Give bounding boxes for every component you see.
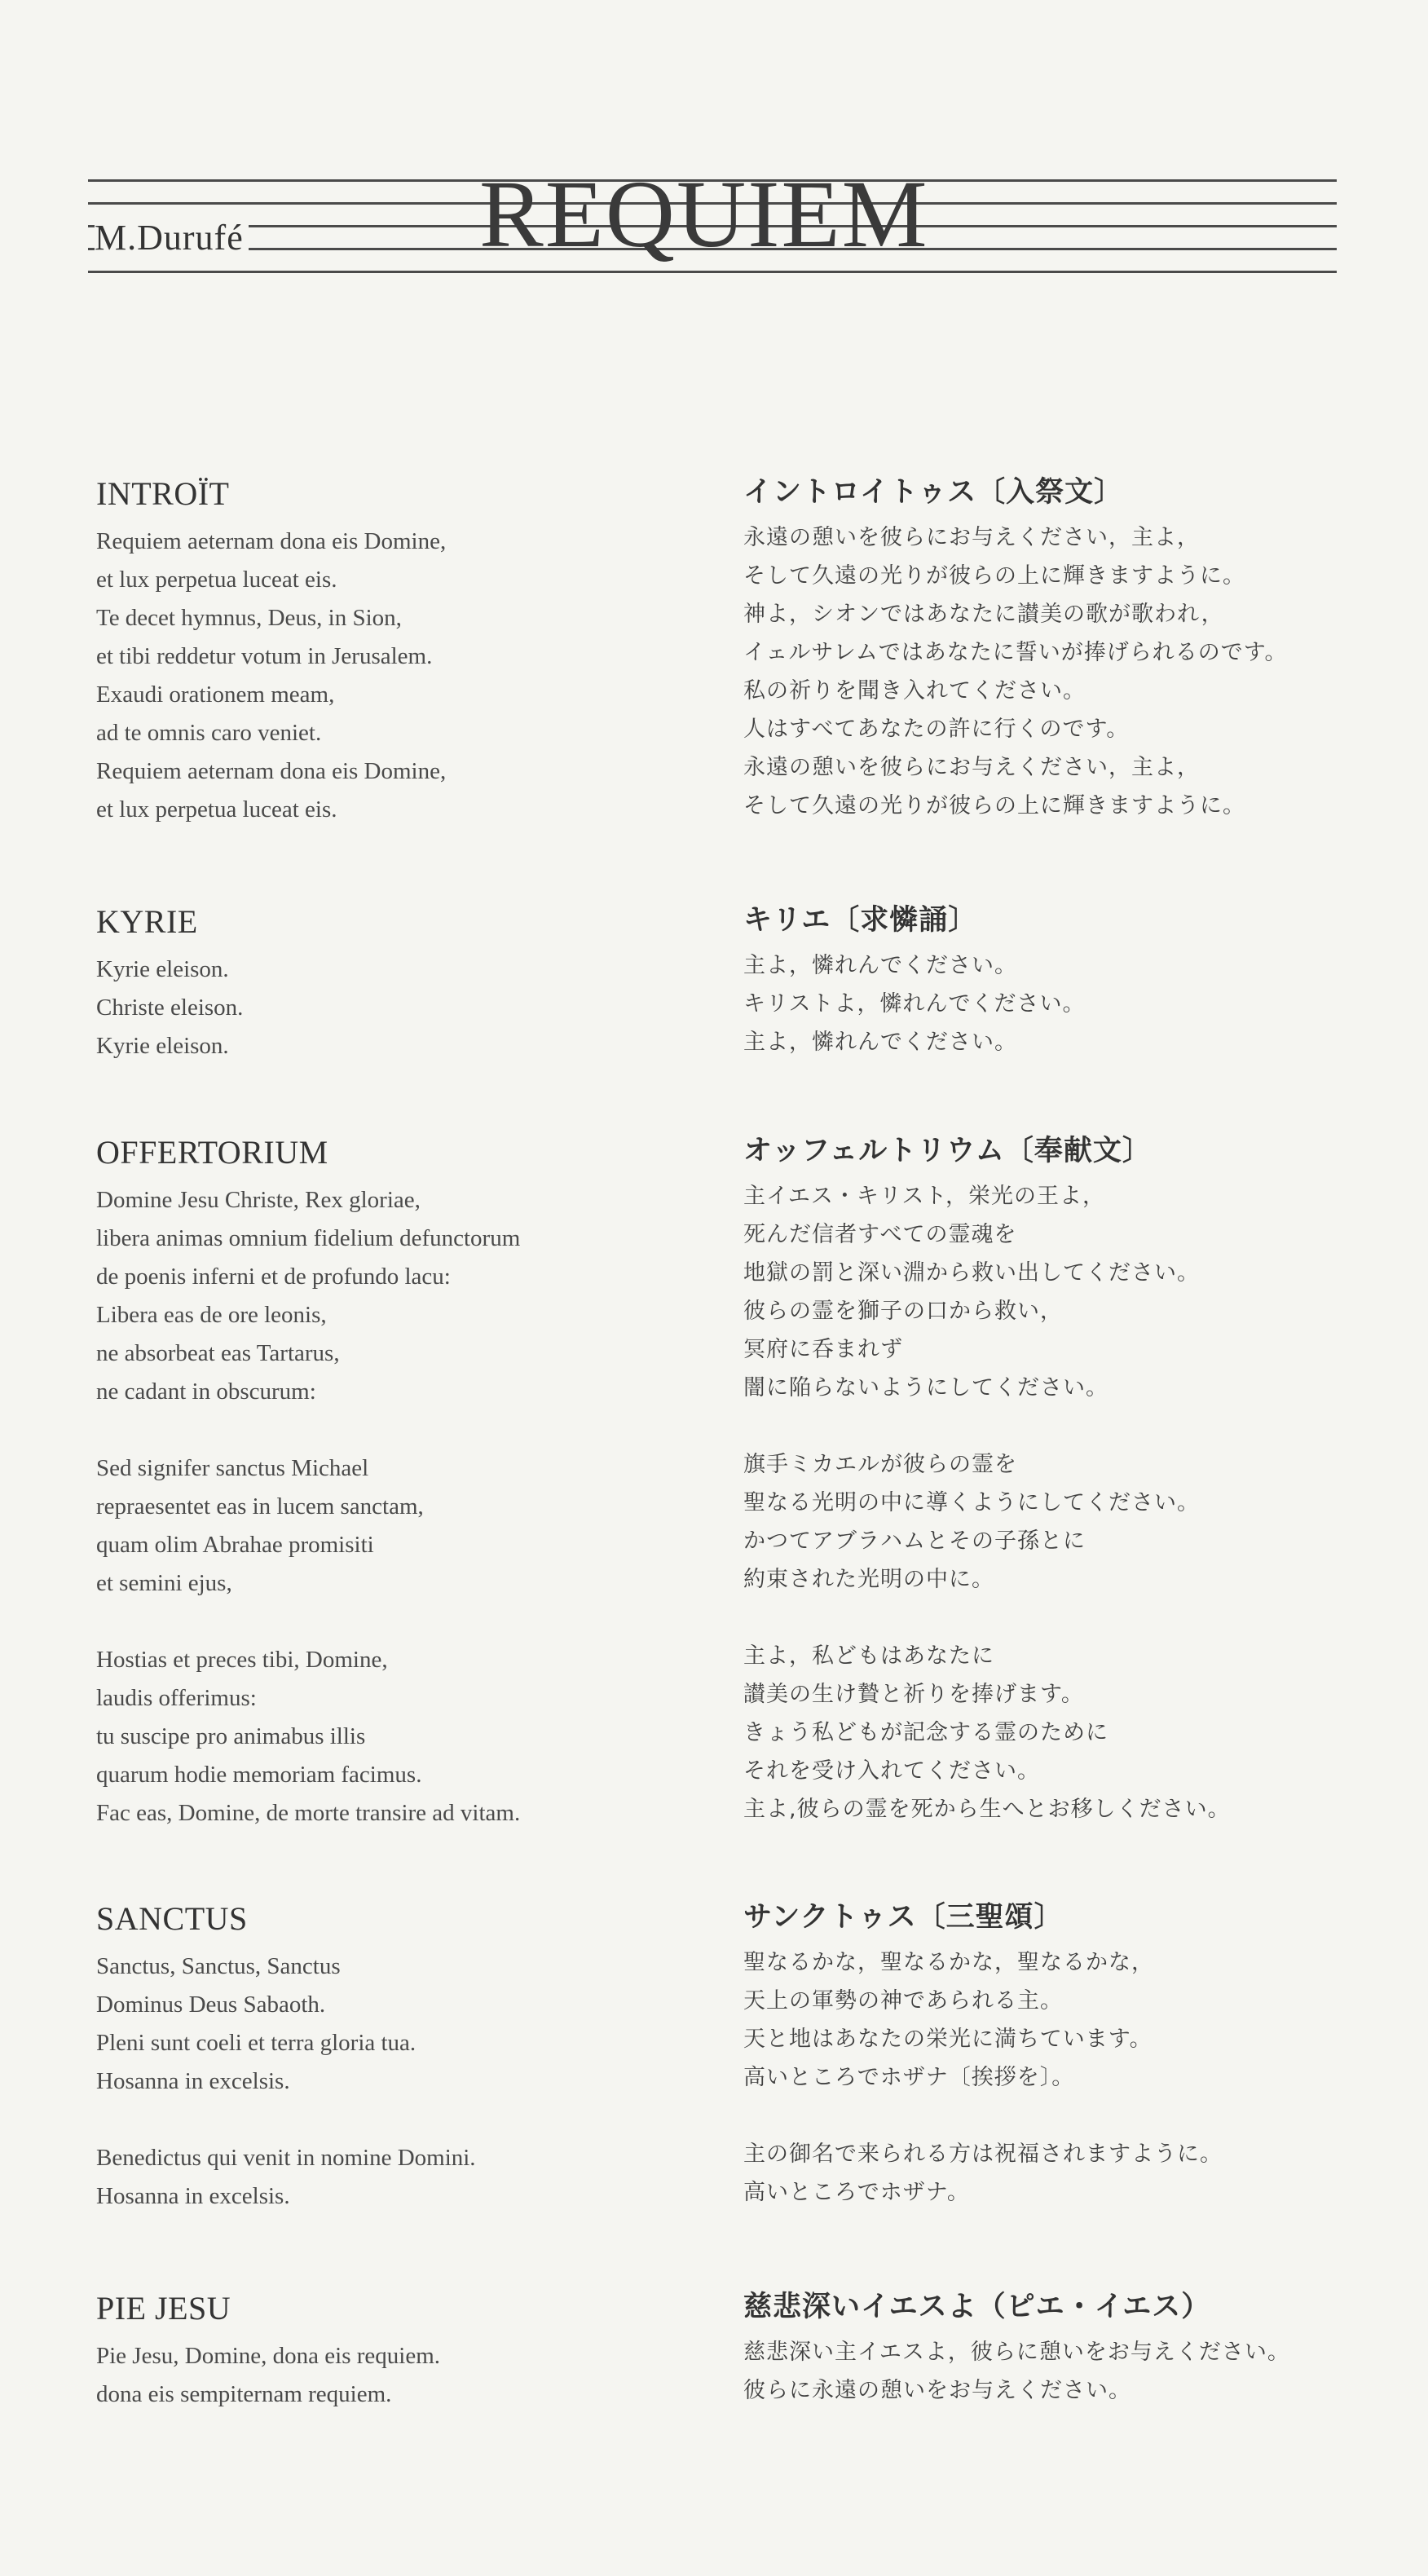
japanese-text-line: かつてアブラハムとその子孫とに	[743, 1528, 1086, 1554]
latin-section	[96, 2289, 650, 2414]
japanese-text-line: 高いところでホザナ。	[743, 2180, 970, 2205]
latin-text-line: Domine Jesu Christe, Rex gloriae,	[96, 1187, 421, 1213]
japanese-text-line: 私の祈りを聞き入れてください。	[743, 678, 1086, 704]
latin-text-line: Pleni sunt coeli et terra gloria tua.	[96, 2030, 416, 2056]
latin-text-line: tu suscipe pro animabus illis	[96, 1723, 366, 1749]
japanese-text-line: そして久遠の光りが彼らの上に輝きますように。	[743, 793, 1245, 818]
latin-section-title: KYRIE	[96, 903, 198, 940]
title-banner	[88, 161, 1337, 279]
latin-section-title: PIE JESU	[96, 2290, 231, 2327]
latin-text-line: Sanctus, Sanctus, Sanctus	[96, 1953, 341, 1979]
latin-text-line: Hostias et preces tibi, Domine,	[96, 1647, 388, 1673]
latin-text-line: de poenis inferni et de profundo lacu:	[96, 1264, 451, 1290]
latin-text-line: Christe eleison.	[96, 995, 244, 1021]
japanese-text-line: 彼らの霊を獅子の口から救い，	[743, 1299, 1063, 1324]
japanese-section	[743, 1895, 1395, 2212]
japanese-text-line: 永遠の憩いを彼らにお与えください，主よ，	[743, 525, 1200, 550]
japanese-text-line: 主イエス・キリスト，栄光の王よ，	[743, 1184, 1105, 1209]
stanza-gap	[743, 1407, 1395, 1445]
japanese-text-line: 旗手ミカエルが彼らの霊を	[743, 1452, 1017, 1477]
latin-text-line: ne absorbeat eas Tartarus,	[96, 1340, 340, 1366]
japanese-text-line: 慈悲深い主イエスよ，彼らに憩いをお与えください。	[743, 2340, 1290, 2365]
stanza-gap	[96, 2101, 650, 2139]
latin-text-line: quam olim Abrahae promisiti	[96, 1532, 374, 1558]
japanese-text-line: 高いところでホザナ〔挨拶を〕。	[743, 2065, 1075, 2090]
latin-section-title: SANCTUS	[96, 1900, 248, 1937]
japanese-section-title: サンクトゥス〔三聖頌〕	[743, 1901, 1064, 1934]
latin-section-title: INTROÏT	[96, 475, 230, 512]
japanese-section-title: キリエ〔求憐誦〕	[743, 904, 978, 937]
composer-name: M.Durufé	[95, 217, 249, 258]
japanese-text-line: 闇に陥らないようにしてください。	[743, 1375, 1108, 1400]
japanese-text-line: きょう私どもが記念する霊のために	[743, 1720, 1108, 1745]
japanese-text-line: 主よ，憐れんでください。	[743, 1030, 1017, 1055]
latin-text-line: Kyrie eleison.	[96, 1033, 229, 1059]
stanza-gap	[743, 2097, 1395, 2135]
japanese-text-line: 人はすべてあなたの許に行くのです。	[743, 717, 1130, 742]
latin-section	[96, 902, 650, 1065]
latin-text-line: Requiem aeternam dona eis Domine,	[96, 528, 447, 554]
japanese-text-line: 彼らに永遠の憩いをお与えください。	[743, 2378, 1131, 2403]
japanese-text-line: 主の御名で来られる方は祝福されますように。	[743, 2142, 1223, 2167]
latin-text-line: et semini ejus,	[96, 1570, 232, 1596]
latin-text-line: et lux perpetua luceat eis.	[96, 796, 337, 823]
latin-text-line: libera animas omnium fidelium defunctorum	[96, 1225, 521, 1251]
latin-section	[96, 1133, 650, 1833]
latin-text-line: et tibi reddetur votum in Jerusalem.	[96, 643, 433, 669]
japanese-text-line: そして久遠の光りが彼らの上に輝きますように。	[743, 563, 1245, 589]
latin-text-line: quarum hodie memoriam facimus.	[96, 1762, 422, 1788]
page-title: REQUIEM	[479, 161, 929, 267]
japanese-text-line: 約束された光明の中に。	[743, 1567, 994, 1592]
latin-text-line: repraesentet eas in lucem sanctam,	[96, 1493, 424, 1520]
japanese-section-title: 慈悲深いイエスよ（ピエ・イエス）	[743, 2291, 1211, 2323]
japanese-text-line: 主よ,彼らの霊を死から生へとお移しください。	[743, 1797, 1231, 1822]
japanese-text-line: 主よ，私どもはあなたに	[743, 1643, 994, 1669]
japanese-text-line: 主よ，憐れんでください。	[743, 953, 1017, 978]
latin-text-line: laudis offerimus:	[96, 1685, 257, 1711]
japanese-text-line: 聖なるかな，聖なるかな，聖なるかな，	[743, 1950, 1154, 1975]
latin-text-line: Libera eas de ore leonis,	[96, 1302, 327, 1328]
japanese-text-line: 神よ，シオンではあなたに讃美の歌が歌われ，	[743, 602, 1224, 627]
latin-text-line: Dominus Deus Sabaoth.	[96, 1992, 326, 2018]
latin-section	[96, 474, 650, 829]
japanese-text-line: 聖なる光明の中に導くようにしてください。	[743, 1490, 1200, 1515]
latin-text-line: Pie Jesu, Domine, dona eis requiem.	[96, 2343, 441, 2369]
japanese-section-title: オッフェルトリウム〔奉献文〕	[743, 1135, 1152, 1167]
latin-text-line: dona eis sempiternam requiem.	[96, 2381, 392, 2407]
japanese-section-title: イントロイトゥス〔入祭文〕	[743, 476, 1124, 509]
latin-text-line: Te decet hymnus, Deus, in Sion,	[96, 605, 402, 631]
japanese-text-line: 永遠の憩いを彼らにお与えください，主よ，	[743, 755, 1200, 780]
latin-text-line: Sed signifer sanctus Michael	[96, 1455, 369, 1481]
latin-section-title: OFFERTORIUM	[96, 1134, 328, 1171]
latin-text-line: Hosanna in excelsis.	[96, 2068, 290, 2094]
latin-text-line: Fac eas, Domine, de morte transire ad vitam.	[96, 1800, 521, 1826]
latin-text-line: Exaudi orationem meam,	[96, 681, 335, 708]
latin-text-line: Requiem aeternam dona eis Domine,	[96, 758, 447, 784]
latin-section	[96, 1899, 650, 2216]
japanese-text-line: イェルサレムではあなたに誓いが捧げられるのです。	[743, 640, 1288, 665]
stanza-gap	[743, 1599, 1395, 1637]
latin-text-line: ad te omnis caro veniet.	[96, 720, 322, 746]
japanese-text-line: 冥府に呑まれず	[743, 1337, 903, 1362]
japanese-text-line: 死んだ信者すべての霊魂を	[743, 1222, 1017, 1247]
japanese-section	[743, 898, 1395, 1061]
japanese-text-line: 讃美の生け贄と祈りを捧げます。	[743, 1682, 1084, 1707]
staff-line	[88, 271, 1337, 273]
japanese-text-line: 天上の軍勢の神であられる主。	[743, 1988, 1063, 2014]
japanese-section	[743, 1128, 1395, 1828]
latin-text-line: Kyrie eleison.	[96, 956, 229, 982]
latin-text-line: ne cadant in obscurum:	[96, 1378, 316, 1405]
latin-text-line: Hosanna in excelsis.	[96, 2183, 290, 2209]
stanza-gap	[96, 1603, 650, 1641]
stanza-gap	[96, 1411, 650, 1449]
japanese-text-line: キリストよ，憐れんでください。	[743, 991, 1086, 1017]
japanese-text-line: 地獄の罰と深い淵から救い出してください。	[743, 1260, 1200, 1286]
japanese-text-line: 天と地はあなたの栄光に満ちています。	[743, 2027, 1153, 2052]
japanese-text-line: それを受け入れてください。	[743, 1758, 1040, 1784]
japanese-section	[743, 470, 1395, 825]
latin-text-line: et lux perpetua luceat eis.	[96, 567, 337, 593]
latin-text-line: Benedictus qui venit in nomine Domini.	[96, 2145, 476, 2171]
japanese-section	[743, 2284, 1395, 2410]
